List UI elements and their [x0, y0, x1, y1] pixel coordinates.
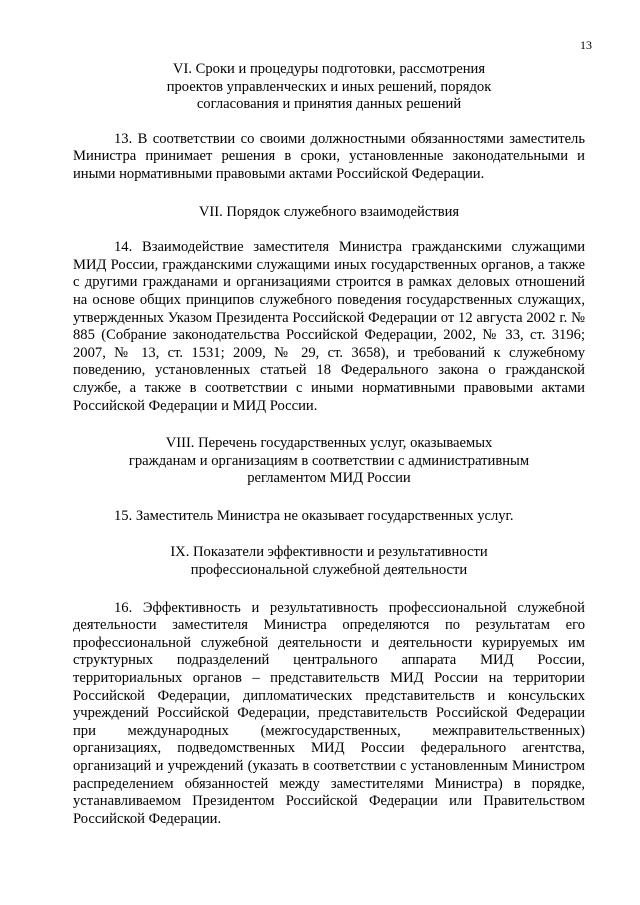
heading-line: VIII. Перечень государственных услуг, оказываемых [165, 435, 493, 452]
page-number: 13 [580, 38, 592, 52]
section-heading-viii [73, 435, 585, 488]
section-heading-ix [73, 544, 585, 579]
paragraph-14: 14. Взаимодействие заместителя Министра гражданскими служащими МИД России, гражданскими служащими иных государственных органов, а также с другими гражданами и организациями строится в рамках деловых отношений на основе общих принципов служебного поведения государственных служащих, утвержденных Указом Президента Российской Федерации от 12 августа 2002 г. № 885 (Собрание законодательства Российской Федерации, 2002, № 33, ст. 3196; 2007, № 13, ст. 1531; 2009, № 29, ст. 3658), и требований к служебному поведению, установленных статьей 18 Федерального закона о гражданской службе, а также в соответствии с иными нормативными правовыми актами Российской Федерации и МИД России. [73, 239, 585, 414]
paragraph-16: 16. Эффективность и результативность профессиональной служебной деятельности заместителя Министра определяются по результатам его профессиональной служебной деятельности и деятельности курируемых им структурных подразделений центрального аппарата МИД России, территориальных органов – представительств МИД России на территории Российской Федерации, дипломатических представительств и консульских учреждений Российской Федерации, представительств Российской Федерации при международных (межгосударственных, межправительственных) организациях, подведомственных МИД России федерального агентства, организаций и учреждений (указать в соответствии с установленным Министром распределением обязанностей между заместителями Министра) в порядке, устанавливаемом Президентом Российской Федерации или Правительством Российской Федерации. [73, 599, 585, 827]
document-body [73, 55, 585, 828]
heading-line: IX. Показатели эффективности и результативности [170, 544, 488, 561]
section-heading-vii [73, 204, 585, 222]
heading-line: VII. Порядок служебного взаимодействия [198, 203, 460, 220]
heading-line: VI. Сроки и процедуры подготовки, рассмотрения [172, 61, 486, 77]
section-heading-vi [73, 61, 585, 114]
paragraph-13: 13. В соответствии со своими должностными обязанностями заместитель Министра принимает решения в сроки, установленные законодательными и иными нормативными правовыми актами Российской Федерации. [73, 130, 585, 182]
heading-line: профессиональной служебной деятельности [190, 562, 468, 579]
heading-line: регламентом МИД России [247, 470, 411, 487]
heading-line: проектов управленческих и иных решений, порядок [166, 78, 492, 95]
paragraph-15: 15. Заместитель Министра не оказывает государственных услуг. [114, 507, 514, 524]
heading-line: гражданам и организациям в соответствии с административным [128, 452, 530, 469]
heading-line: согласования и принятия данных решений [196, 96, 462, 113]
